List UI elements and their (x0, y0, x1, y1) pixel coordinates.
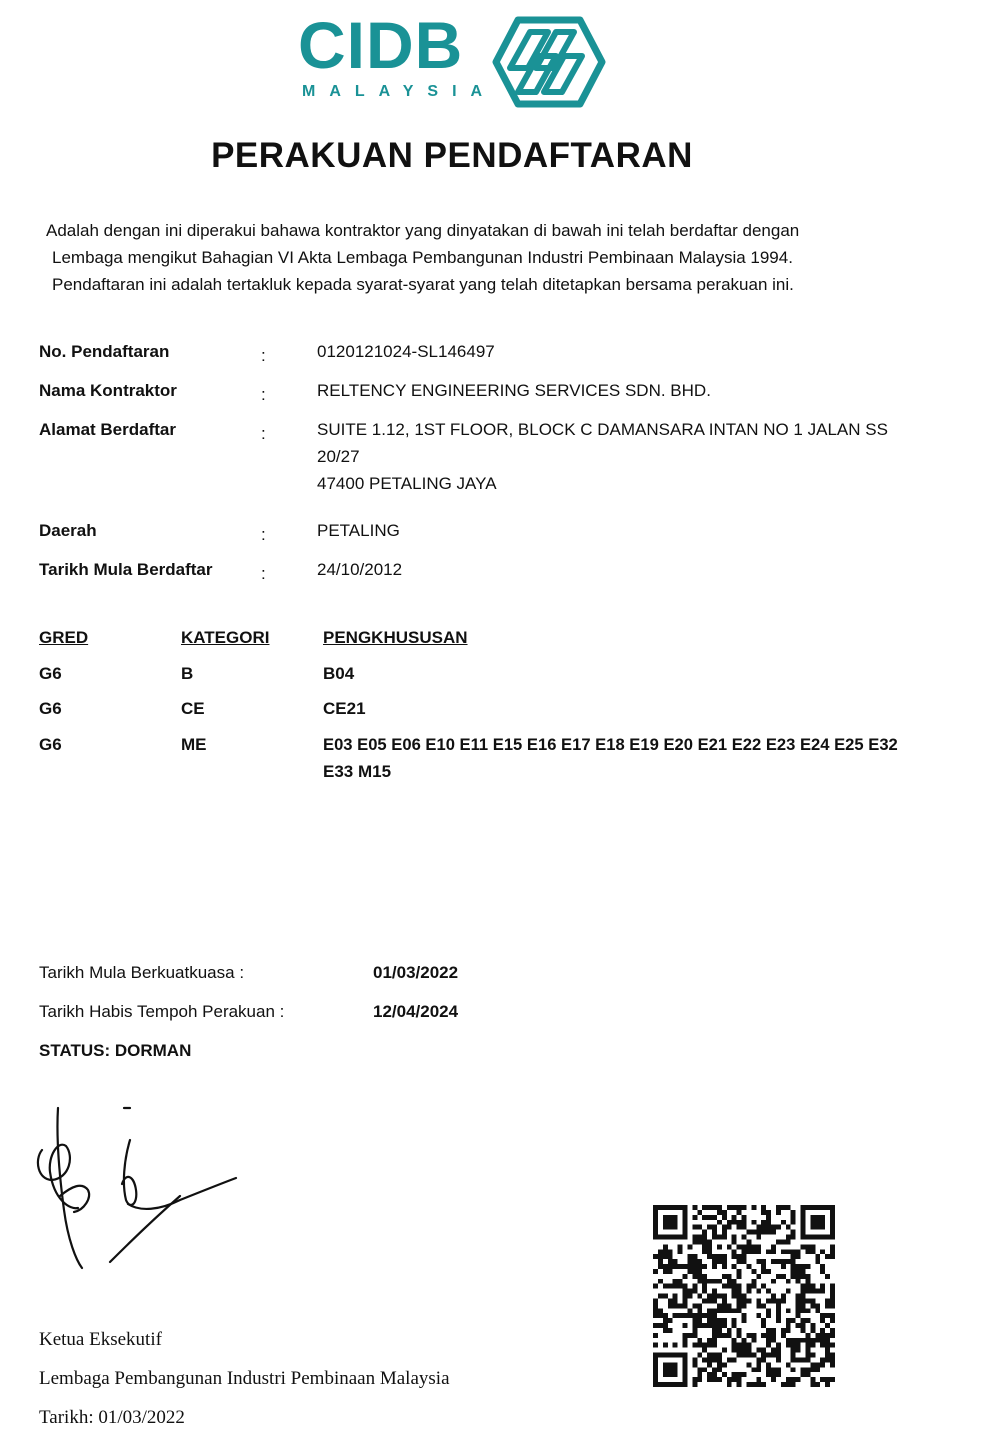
registered-since-value: 24/10/2012 (317, 560, 403, 579)
separator: : (261, 346, 266, 365)
qr-code (653, 1205, 835, 1387)
intro-line-2: Lembaga mengikut Bahagian VI Akta Lembaga Pembangunan Industri Pembinaan Malaysia 1994. (52, 248, 793, 267)
category-cell: B (181, 664, 194, 683)
separator: : (261, 564, 266, 583)
expiry-date-label: Tarikh Habis Tempoh Perakuan : (39, 1002, 285, 1021)
effective-date-value: 01/03/2022 (373, 963, 459, 982)
separator: : (261, 525, 266, 544)
specialization-cell: B04 (323, 664, 355, 683)
signature-image (30, 1100, 250, 1280)
category-cell: CE (181, 699, 205, 718)
grade-header: GRED (39, 628, 89, 647)
contractor-name-value: RELTENCY ENGINEERING SERVICES SDN. BHD. (317, 381, 711, 400)
address-line-3: 47400 PETALING JAYA (317, 474, 497, 493)
grade-cell: G6 (39, 699, 62, 718)
intro-line-1: Adalah dengan ini diperakui bahawa kontraktor yang dinyatakan di bawah ini telah berdaftar dengan (46, 221, 800, 240)
specialization-cell: E03 E05 E06 E10 E11 E15 E16 E17 E18 E19 E20 E21 E22 E23 E24 E25 E32 (323, 735, 898, 754)
intro-line-3: Pendaftaran ini adalah tertakluk kepada syarat-syarat yang telah ditetapkan bersama perakuan ini. (52, 275, 794, 294)
grade-cell: G6 (39, 735, 62, 754)
logo-country: MALAYSIA (302, 83, 497, 100)
effective-date-label: Tarikh Mula Berkuatkuasa : (39, 963, 245, 982)
separator: : (261, 385, 266, 404)
logo-hexagon-icon (488, 16, 606, 108)
address-label: Alamat Berdaftar (39, 420, 176, 439)
expiry-date-value: 12/04/2024 (373, 1002, 459, 1021)
registration-no-value: 0120121024-SL146497 (317, 342, 495, 361)
logo-wordmark: CIDB (298, 8, 464, 82)
signatory-position: Ketua Eksekutif (39, 1329, 162, 1350)
document-title: PERAKUAN PENDAFTARAN (211, 136, 693, 175)
specialization-cell: CE21 (323, 699, 366, 718)
status-label: STATUS: DORMAN (39, 1041, 192, 1060)
issuing-organization: Lembaga Pembangunan Industri Pembinaan Malaysia (39, 1368, 450, 1389)
specialization-cell-continued: E33 M15 (323, 762, 392, 781)
district-label: Daerah (39, 521, 97, 540)
registration-no-label: No. Pendaftaran (39, 342, 170, 361)
address-line-1: SUITE 1.12, 1ST FLOOR, BLOCK C DAMANSARA INTAN NO 1 JALAN SS (317, 420, 888, 439)
category-header: KATEGORI (181, 628, 270, 647)
district-value: PETALING (317, 521, 400, 540)
issue-date: Tarikh: 01/03/2022 (39, 1407, 185, 1428)
contractor-name-label: Nama Kontraktor (39, 381, 177, 400)
separator: : (261, 424, 266, 443)
category-cell: ME (181, 735, 207, 754)
address-line-2: 20/27 (317, 447, 360, 466)
grade-cell: G6 (39, 664, 62, 683)
registered-since-label: Tarikh Mula Berdaftar (39, 560, 213, 579)
specialization-header: PENGKHUSUSAN (323, 628, 468, 647)
